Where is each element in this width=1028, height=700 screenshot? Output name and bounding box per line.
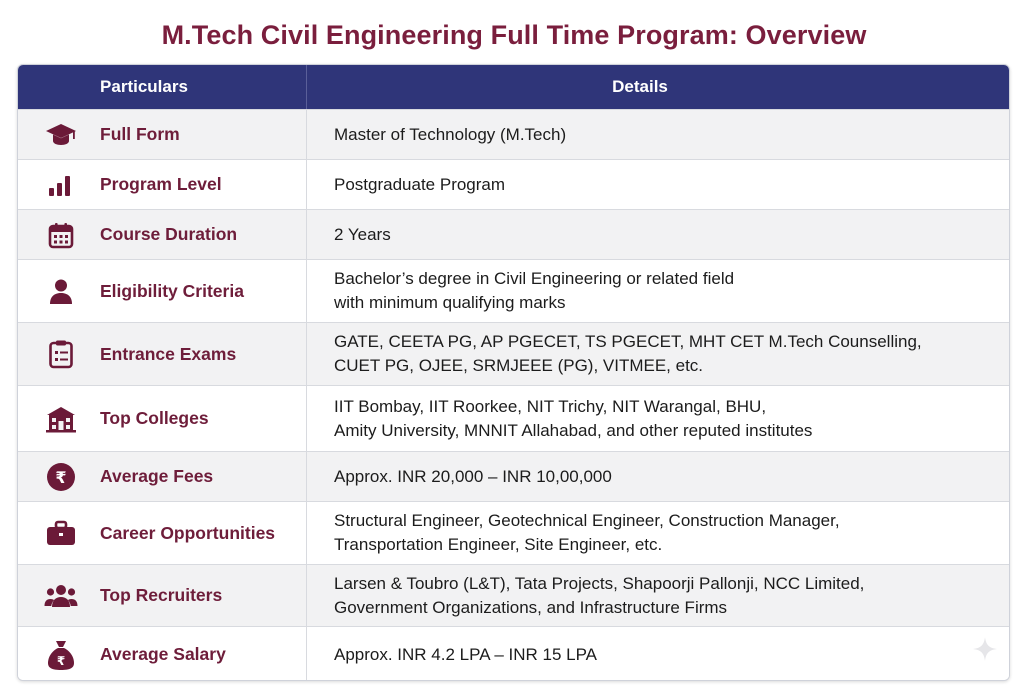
row-label: Eligibility Criteria <box>100 280 244 301</box>
details-line: with minimum qualifying marks <box>334 293 566 312</box>
table-row <box>18 322 1009 385</box>
details-line: Amity University, MNNIT Allahabad, and other reputed institutes <box>334 420 813 440</box>
row-label: Career Opportunities <box>100 522 276 543</box>
page-title: M.Tech Civil Engineering Full Time Program: Overview <box>161 20 867 50</box>
details-line: 2 Years <box>334 224 391 244</box>
details-cell <box>307 160 1009 209</box>
details-line: Larsen & Toubro (L&T), Tata Projects, Shapoorji Pallonji, NCC Limited, <box>334 573 865 593</box>
rupee-coin-icon <box>44 462 78 492</box>
table-row <box>18 159 1009 209</box>
bar-chart-icon <box>44 170 78 200</box>
table-row <box>18 451 1009 501</box>
particulars-cell <box>18 627 307 681</box>
details-cell <box>307 110 1009 159</box>
row-label: Top Recruiters <box>100 585 223 605</box>
particulars-cell <box>18 260 307 322</box>
details-cell <box>307 502 1009 564</box>
row-label: Entrance Exams <box>100 343 237 364</box>
details-cell <box>307 210 1009 259</box>
calendar-icon <box>44 220 78 250</box>
row-label: Course Duration <box>100 224 238 244</box>
details-line: Structural Engineer, Geotechnical Engineer, Construction Manager, <box>334 511 840 530</box>
svg-text:₹: ₹ <box>56 653 66 668</box>
money-bag-icon <box>44 640 78 670</box>
details-cell <box>307 323 1009 385</box>
details-cell <box>307 386 1009 451</box>
particulars-cell <box>18 323 307 385</box>
particulars-cell <box>18 452 307 501</box>
svg-text:₹: ₹ <box>55 467 67 487</box>
table-row <box>18 209 1009 259</box>
details-line: IIT Bombay, IIT Roorkee, NIT Trichy, NIT Warangal, BHU, <box>334 396 767 416</box>
details-line: GATE, CEETA PG, AP PGECET, TS PGECET, MHT CET M.Tech Counselling, <box>334 332 922 351</box>
row-label: Average Fees <box>100 466 214 486</box>
details-line: Approx. INR 4.2 LPA – INR 15 LPA <box>334 644 598 664</box>
details-cell <box>307 565 1009 626</box>
user-icon <box>44 276 78 306</box>
group-users-icon <box>44 581 78 611</box>
overview-table <box>17 64 1010 681</box>
details-line: Postgraduate Program <box>334 174 506 194</box>
particulars-cell <box>18 210 307 259</box>
table-header <box>18 65 1009 109</box>
table-row <box>18 259 1009 322</box>
table-row <box>18 626 1009 681</box>
details-cell <box>307 452 1009 501</box>
details-line: CUET PG, OJEE, SRMJEEE (PG), VITMEE, etc. <box>334 356 704 375</box>
details-line: Bachelor’s degree in Civil Engineering or related field <box>334 269 735 288</box>
graduation-cap-icon <box>44 120 78 150</box>
header-particulars: Particulars <box>18 65 307 109</box>
details-line: Transportation Engineer, Site Engineer, etc. <box>334 535 663 554</box>
particulars-cell <box>18 502 307 564</box>
briefcase-icon <box>44 518 78 548</box>
details-line: Government Organizations, and Infrastructure Firms <box>334 597 728 617</box>
particulars-cell <box>18 565 307 626</box>
row-label: Full Form <box>100 124 180 144</box>
details-line: Master of Technology (M.Tech) <box>334 124 567 144</box>
sparkle-icon <box>972 636 998 662</box>
row-label: Top Colleges <box>100 408 209 428</box>
table-row <box>18 564 1009 626</box>
row-label: Program Level <box>100 174 222 194</box>
table-row <box>18 501 1009 564</box>
row-label: Average Salary <box>100 644 226 664</box>
school-building-icon <box>44 404 78 434</box>
table-row <box>18 385 1009 451</box>
details-line: Approx. INR 20,000 – INR 10,00,000 <box>334 466 612 486</box>
clipboard-list-icon <box>44 339 78 369</box>
details-cell <box>307 260 1009 322</box>
particulars-cell <box>18 386 307 451</box>
particulars-cell <box>18 160 307 209</box>
table-body <box>18 109 1009 681</box>
particulars-cell <box>18 110 307 159</box>
table-row <box>18 109 1009 159</box>
details-cell <box>307 627 1009 681</box>
header-details: Details <box>612 77 668 96</box>
